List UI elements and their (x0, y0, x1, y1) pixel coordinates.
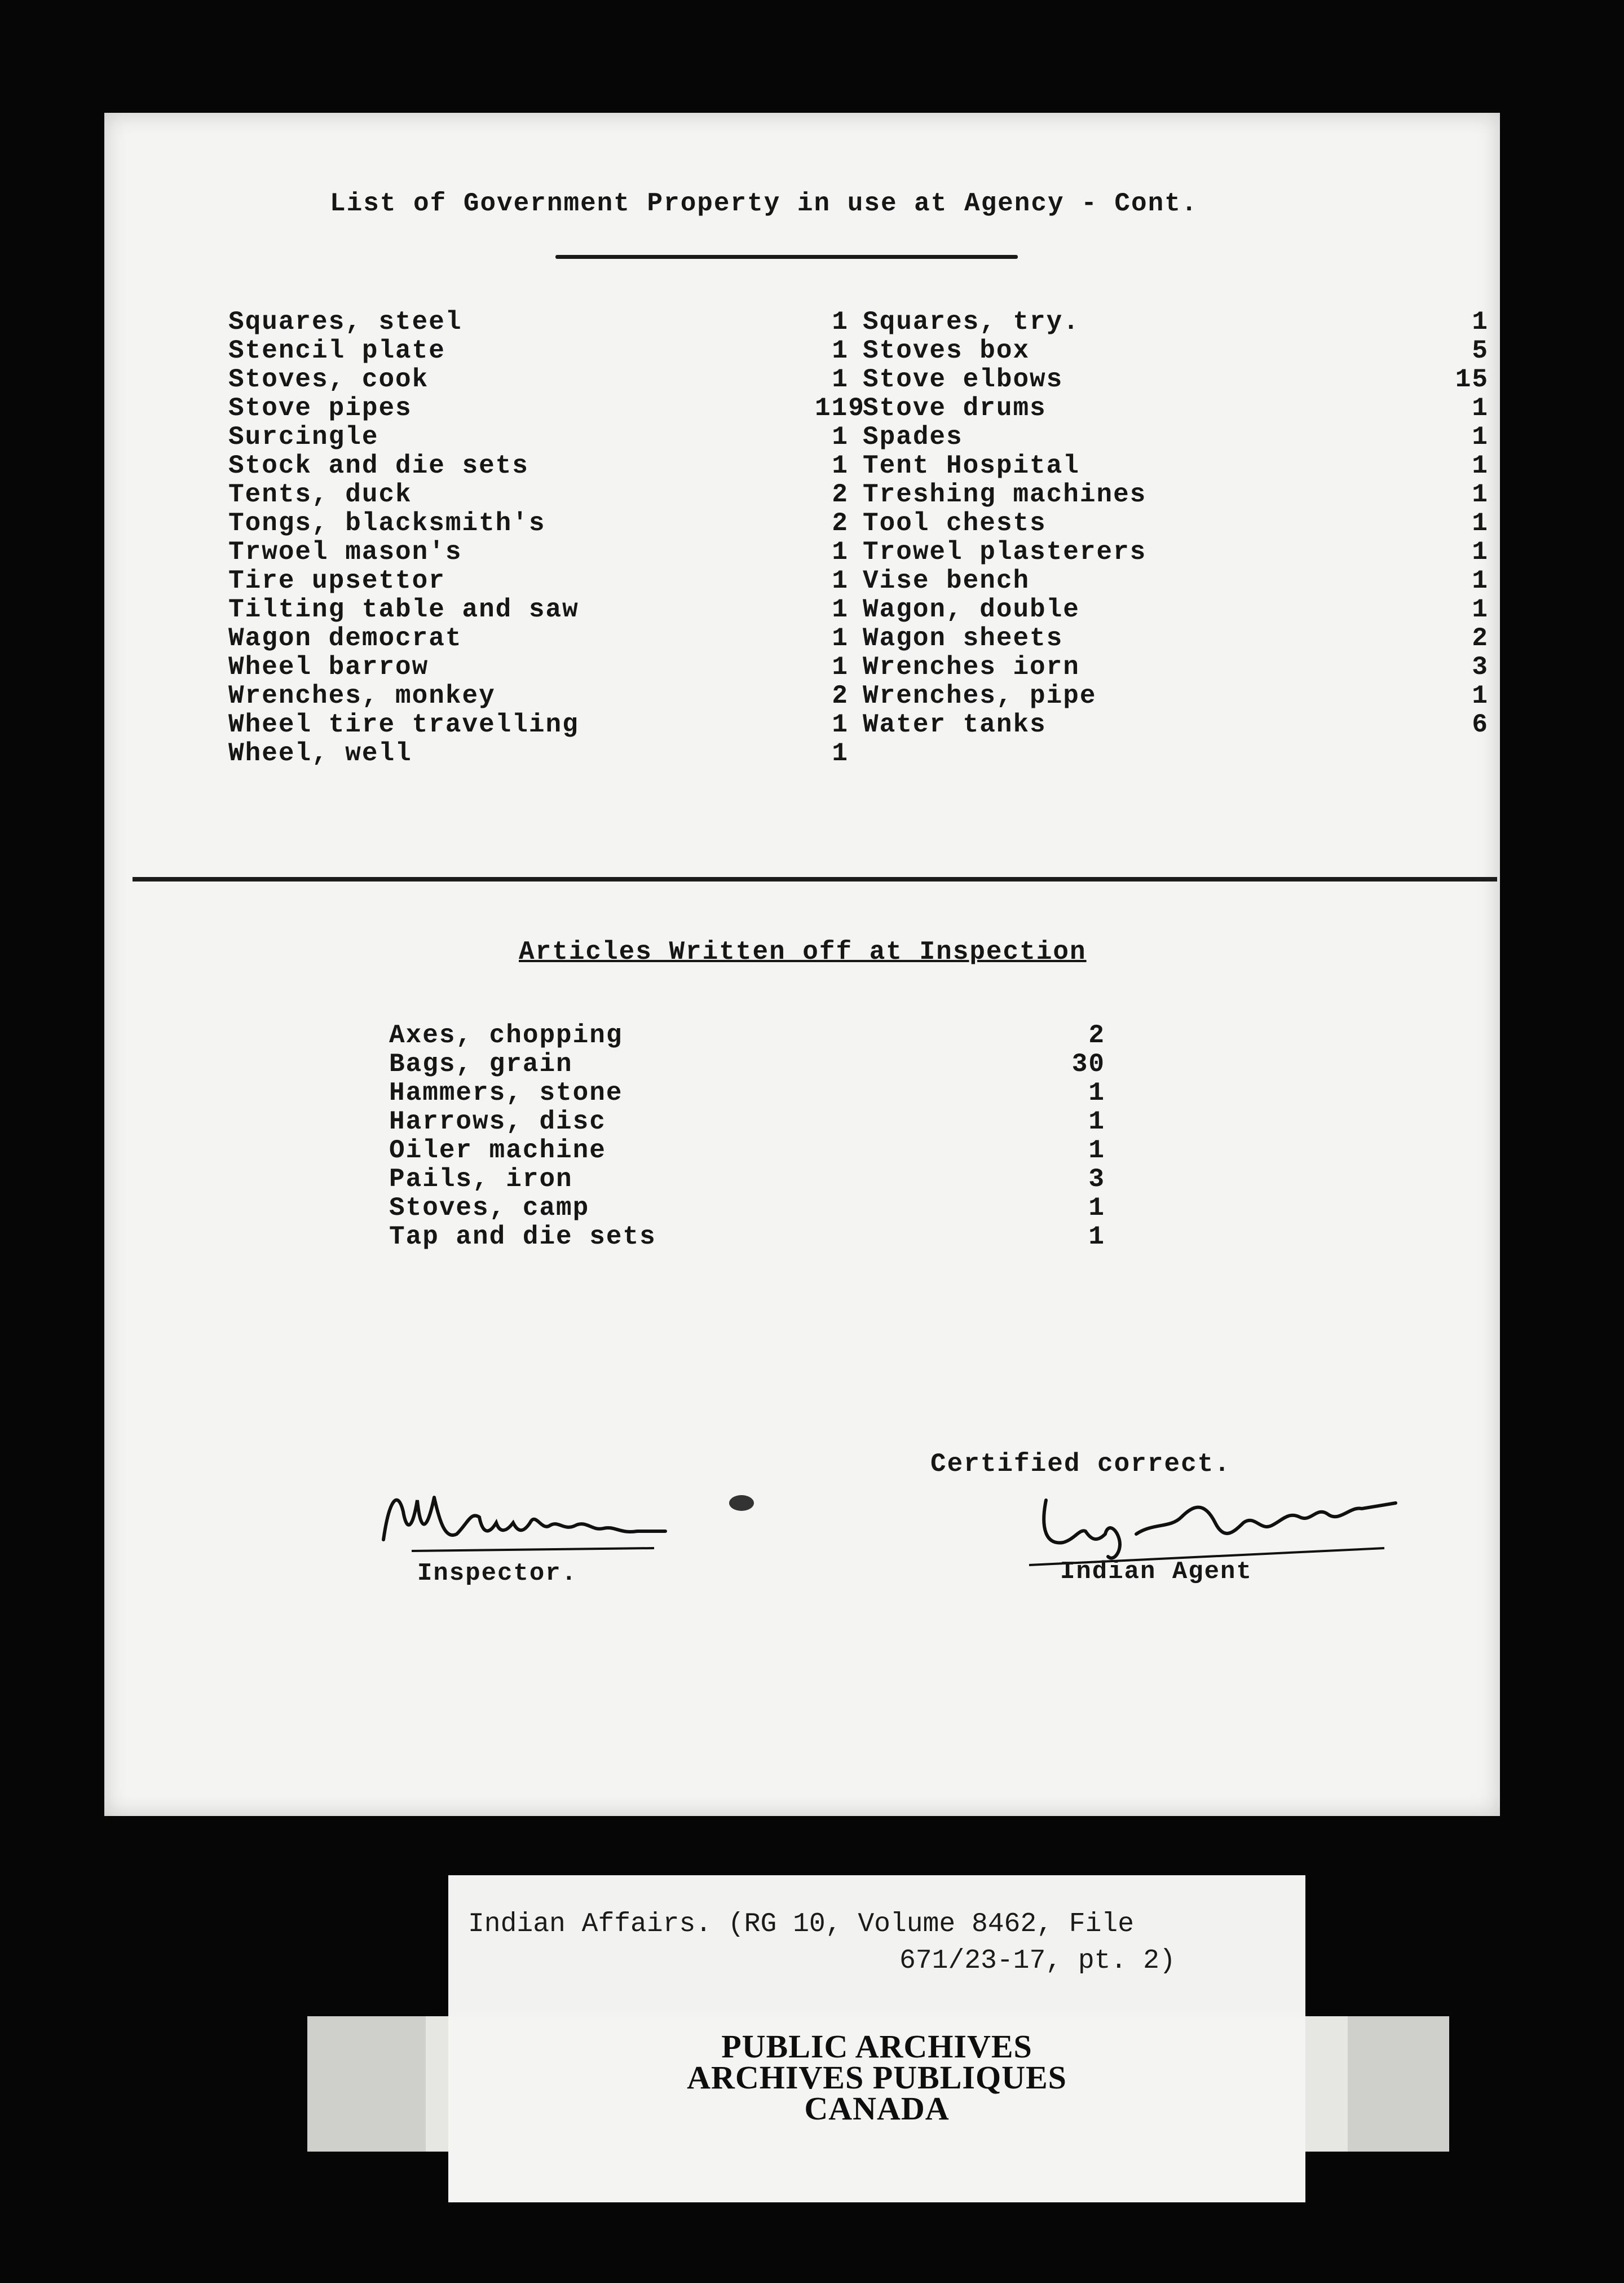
item-quantity: 1 (1088, 1078, 1105, 1108)
item-name: Squares, try. (863, 307, 1080, 337)
item-name: Tongs, blacksmith's (228, 509, 546, 538)
item-quantity: 2 (832, 681, 849, 711)
item-name: Spades (863, 422, 963, 452)
item-name: Tire upsettor (228, 566, 445, 596)
item-quantity: 1 (832, 307, 849, 337)
item-quantity: 1 (1472, 681, 1489, 711)
inspector-signature (372, 1478, 688, 1562)
item-name: Stove pipes (228, 394, 412, 423)
item-name: Wheel tire travelling (228, 710, 579, 739)
item-name: Stencil plate (228, 336, 445, 365)
item-quantity: 1 (1472, 509, 1489, 538)
archive-line-2: ARCHIVES PUBLIQUES (687, 2059, 1067, 2096)
reference-card (448, 1875, 1305, 2029)
certified-text: Certified correct. (930, 1449, 1231, 1479)
item-name: Wrenches, monkey (228, 681, 496, 711)
section-divider (133, 877, 1497, 882)
item-quantity: 1 (1472, 307, 1489, 337)
ink-smudge (725, 1489, 758, 1517)
item-name: Tent Hospital (863, 451, 1080, 481)
item-quantity: 1 (1472, 480, 1489, 509)
item-name: Tilting table and saw (228, 595, 579, 624)
item-name: Wheel, well (228, 739, 412, 768)
item-name: Wagon, double (863, 595, 1080, 624)
inspector-label: Inspector. (417, 1559, 578, 1588)
item-quantity: 1 (1472, 537, 1489, 567)
archive-tab-left (307, 2016, 426, 2152)
reference-line-1: Indian Affairs. (RG 10, Volume 8462, File (468, 1909, 1134, 1940)
item-quantity: 2 (832, 509, 849, 538)
item-quantity: 1 (1472, 394, 1489, 423)
item-name: Stove drums (863, 394, 1047, 423)
archive-line-1: PUBLIC ARCHIVES (721, 2028, 1032, 2065)
title-underline (555, 255, 1018, 259)
item-name: Oiler machine (389, 1136, 606, 1165)
item-name: Vise bench (863, 566, 1030, 596)
item-quantity: 1 (832, 710, 849, 739)
item-name: Tap and die sets (389, 1222, 656, 1251)
item-name: Wheel barrow (228, 653, 429, 682)
item-quantity: 15 (1455, 365, 1489, 394)
item-name: Hammers, stone (389, 1078, 623, 1108)
item-name: Squares, steel (228, 307, 462, 337)
item-quantity: 6 (1472, 710, 1489, 739)
item-name: Axes, chopping (389, 1021, 623, 1050)
reference-line-2: 671/23-17, pt. 2) (899, 1946, 1176, 1976)
document-page (104, 113, 1500, 1816)
agent-signature (1023, 1483, 1429, 1568)
item-name: Surcingle (228, 422, 379, 452)
item-name: Stoves, cook (228, 365, 429, 394)
item-name: Wagon sheets (863, 624, 1063, 653)
item-name: Stoves box (863, 336, 1030, 365)
item-quantity: 1 (832, 336, 849, 365)
item-quantity: 1 (832, 624, 849, 653)
item-quantity: 3 (1088, 1165, 1105, 1194)
archive-label-inner (448, 2016, 1305, 2202)
item-name: Treshing machines (863, 480, 1147, 509)
item-name: Stock and die sets (228, 451, 529, 481)
item-quantity: 2 (832, 480, 849, 509)
item-quantity: 1 (832, 365, 849, 394)
item-quantity: 119 (815, 394, 865, 423)
item-name: Trowel plasterers (863, 537, 1147, 567)
archive-line-3: CANADA (804, 2090, 950, 2127)
agent-label: Indian Agent (1060, 1558, 1252, 1586)
item-name: Trwoel mason's (228, 537, 462, 567)
item-name: Tents, duck (228, 480, 412, 509)
item-quantity: 3 (1472, 653, 1489, 682)
item-name: Stove elbows (863, 365, 1063, 394)
item-quantity: 30 (1071, 1050, 1105, 1079)
item-name: Pails, iron (389, 1165, 573, 1194)
item-quantity: 1 (1088, 1107, 1105, 1136)
item-name: Bags, grain (389, 1050, 573, 1079)
item-name: Stoves, camp (389, 1193, 590, 1223)
item-quantity: 1 (832, 566, 849, 596)
item-quantity: 1 (1088, 1222, 1105, 1251)
item-quantity: 2 (1088, 1021, 1105, 1050)
item-quantity: 1 (1088, 1193, 1105, 1223)
item-quantity: 1 (1472, 595, 1489, 624)
item-name: Wrenches iorn (863, 653, 1080, 682)
page-title: List of Government Property in use at Agency - Cont. (330, 189, 1198, 218)
item-quantity: 5 (1472, 336, 1489, 365)
item-name: Wagon democrat (228, 624, 462, 653)
item-name: Tool chests (863, 509, 1047, 538)
item-name: Harrows, disc (389, 1107, 606, 1136)
item-quantity: 1 (1472, 451, 1489, 481)
item-name: Wrenches, pipe (863, 681, 1097, 711)
item-quantity: 2 (1472, 624, 1489, 653)
item-quantity: 1 (1472, 422, 1489, 452)
item-quantity: 1 (832, 422, 849, 452)
item-quantity: 1 (1088, 1136, 1105, 1165)
section-heading: Articles Written off at Inspection (519, 937, 1087, 967)
item-quantity: 1 (832, 451, 849, 481)
item-name: Water tanks (863, 710, 1047, 739)
item-quantity: 1 (832, 653, 849, 682)
item-quantity: 1 (832, 595, 849, 624)
item-quantity: 1 (832, 739, 849, 768)
archive-label (307, 2016, 1449, 2152)
archive-tab-right (1348, 2016, 1449, 2152)
item-quantity: 1 (832, 537, 849, 567)
item-quantity: 1 (1472, 566, 1489, 596)
